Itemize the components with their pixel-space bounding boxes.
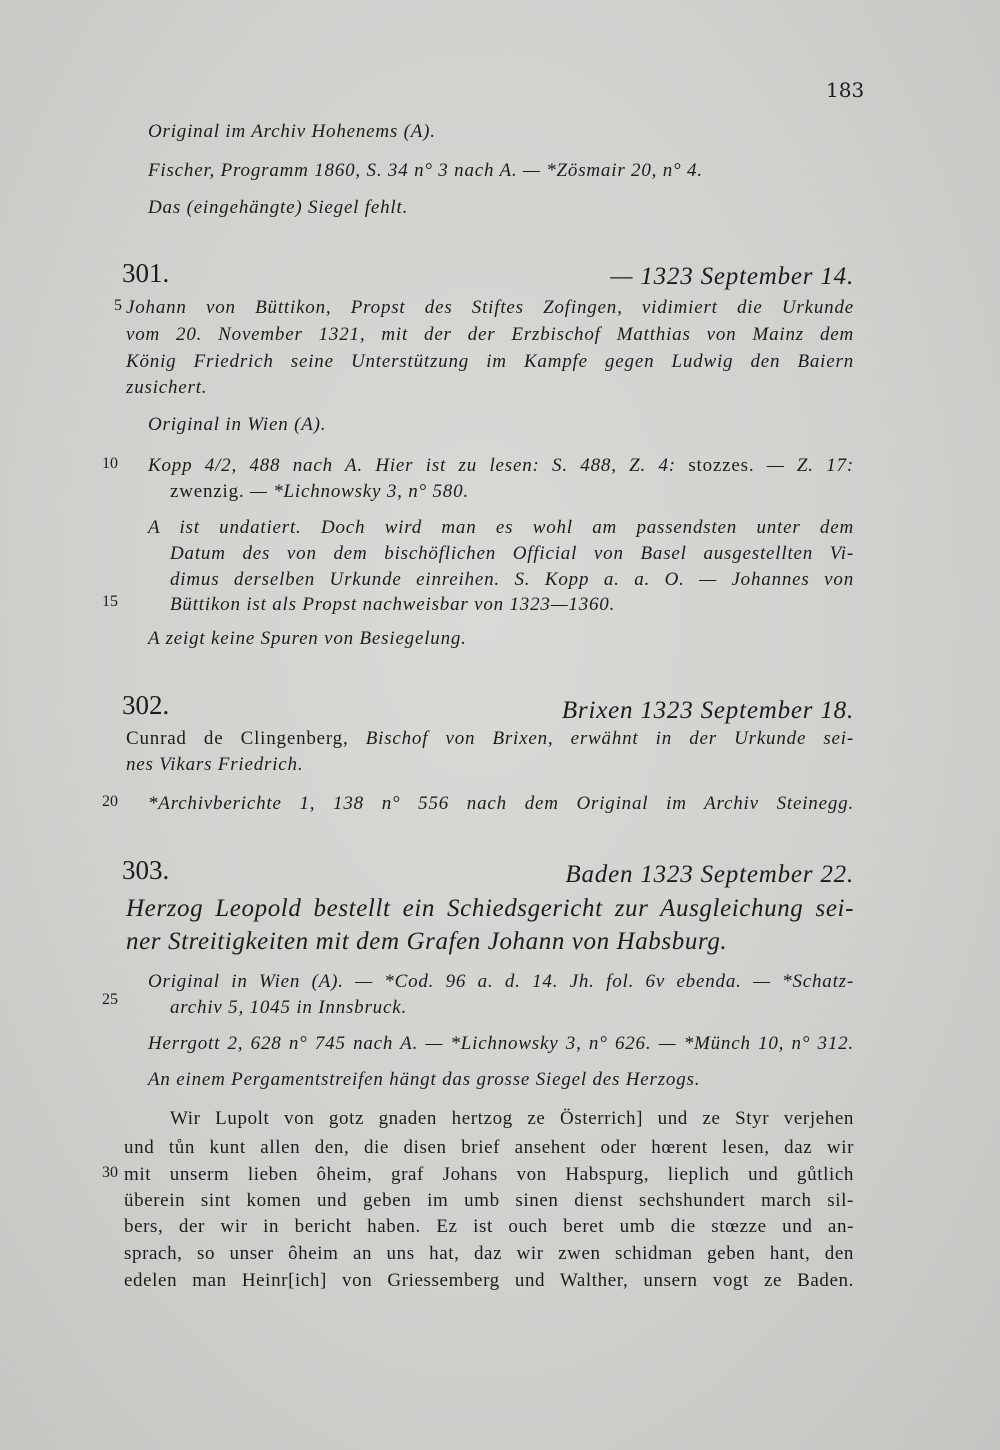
entry-date-302: Brixen 1323 September 18. <box>561 697 854 724</box>
entry-303-print-note: Herrgott 2, 628 n° 745 nach A. — *Lichnowsky 3, n° 626. — *Münch 10, n° 312. <box>148 1033 854 1054</box>
entry-302-print-note: *Archivberichte 1, 138 n° 556 nach dem Original im Archiv Steinegg. <box>148 793 854 814</box>
print-variant-reading: stozzes. <box>688 455 755 476</box>
entry-301-note-line: A ist undatiert. Doch wird man es wohl am passendsten unter dem <box>148 517 854 538</box>
document-text-line: bers, der wir in bericht haben. Ez ist ouch beret umb die stœzze und an- <box>124 1216 854 1237</box>
entry-303-seal-note: An einem Pergamentstreifen hängt das grosse Siegel des Herzogs. <box>148 1069 701 1090</box>
entry-date-301: — 1323 September 14. <box>610 263 854 290</box>
entry-301-note-line: dimus derselben Urkunde einreihen. S. Kopp a. a. O. — Johannes von <box>170 569 854 590</box>
document-text-line: sprach, so unser ôheim an uns hat, daz wir zwen schidman geben hant, den <box>124 1243 854 1264</box>
entry-number-303: 303. <box>122 855 170 885</box>
entry-301-print-line <box>148 454 854 478</box>
entry-303-original-line: Original in Wien (A). — *Cod. 96 a. d. 14. Jh. fol. 6v ebenda. — *Schatz- <box>148 971 854 992</box>
margin-line-number: 10 <box>102 455 118 472</box>
entry-302-summary-text: Bischof von Brixen, erwähnt in der Urkunde sei- <box>365 728 854 749</box>
entry-301-seal-note: A zeigt keine Spuren von Besiegelung. <box>148 628 467 649</box>
prior-original-note: Original im Archiv Hohenems (A). <box>148 121 436 142</box>
print-citation: — *Lichnowsky 3, n° 580. <box>250 481 469 502</box>
entry-303-original-line: archiv 5, 1045 in Innsbruck. <box>170 997 407 1018</box>
entry-301-summary-line: Johann von Büttikon, Propst des Stiftes Zofingen, vidimiert die Urkunde <box>126 297 854 318</box>
entry-302-summary-line <box>126 727 854 751</box>
entry-301-note-line: Datum des von dem bischöflichen Official von Basel ausgestellten Vi- <box>170 543 854 564</box>
entry-303-summary-line: Herzog Leopold bestellt ein Schiedsgericht zur Ausgleichung sei- <box>126 895 854 922</box>
document-text-line: überein sint komen und geben im umb sinen dienst sechshundert march sil- <box>124 1190 854 1211</box>
margin-line-number: 15 <box>102 593 118 610</box>
entry-number-301: 301. <box>122 258 170 288</box>
prior-seal-note: Das (eingehängte) Siegel fehlt. <box>148 197 409 218</box>
entry-303-summary-line: ner Streitigkeiten mit dem Grafen Johann von Habsburg. <box>126 928 728 955</box>
document-text-line: und tůn kunt allen den, die disen brief ansehent oder hœrent lesen, daz wir <box>124 1137 854 1158</box>
margin-line-number: 5 <box>114 297 122 314</box>
print-variant-reading: zwenzig. <box>170 481 245 502</box>
entry-301-original-note: Original in Wien (A). <box>148 414 327 435</box>
entry-301-summary-line: vom 20. November 1321, mit der der Erzbischof Matthias von Mainz dem <box>126 324 854 345</box>
entry-date-303: Baden 1323 September 22. <box>565 861 854 888</box>
entry-301-summary-line: König Friedrich seine Unterstützung im Kampfe gegen Ludwig den Baiern <box>126 351 854 372</box>
entry-302-summary-line: nes Vikars Friedrich. <box>126 754 304 775</box>
entry-number-302: 302. <box>122 690 170 720</box>
prior-print-note: Fischer, Programm 1860, S. 34 n° 3 nach A. — *Zösmair 20, n° 4. <box>148 160 703 181</box>
margin-line-number: 25 <box>102 991 118 1008</box>
document-text-line: edelen man Heinr[ich] von Griessemberg und Walther, unsern vogt ze Baden. <box>124 1270 854 1291</box>
document-text-line: mit unserm lieben ôheim, graf Johans von Habspurg, lieplich und gůtlich <box>124 1164 854 1185</box>
document-text-line: Wir Lupolt von gotz gnaden hertzog ze Österrich] und ze Styr verjehen <box>170 1108 854 1129</box>
entry-301-summary-line: zusichert. <box>126 377 208 398</box>
print-citation: — Z. 17: <box>766 455 854 476</box>
entry-301-print-line <box>170 480 854 504</box>
margin-line-number: 20 <box>102 793 118 810</box>
entry-302-person-name: Cunrad de Clingenberg, <box>126 728 349 749</box>
entry-301-note-line: Büttikon ist als Propst nachweisbar von 1323—1360. <box>170 594 616 615</box>
page-number: 183 <box>826 78 865 102</box>
margin-line-number: 30 <box>102 1164 118 1181</box>
print-citation: Kopp 4/2, 488 nach A. Hier ist zu lesen: S. 488, Z. 4: <box>148 455 676 476</box>
